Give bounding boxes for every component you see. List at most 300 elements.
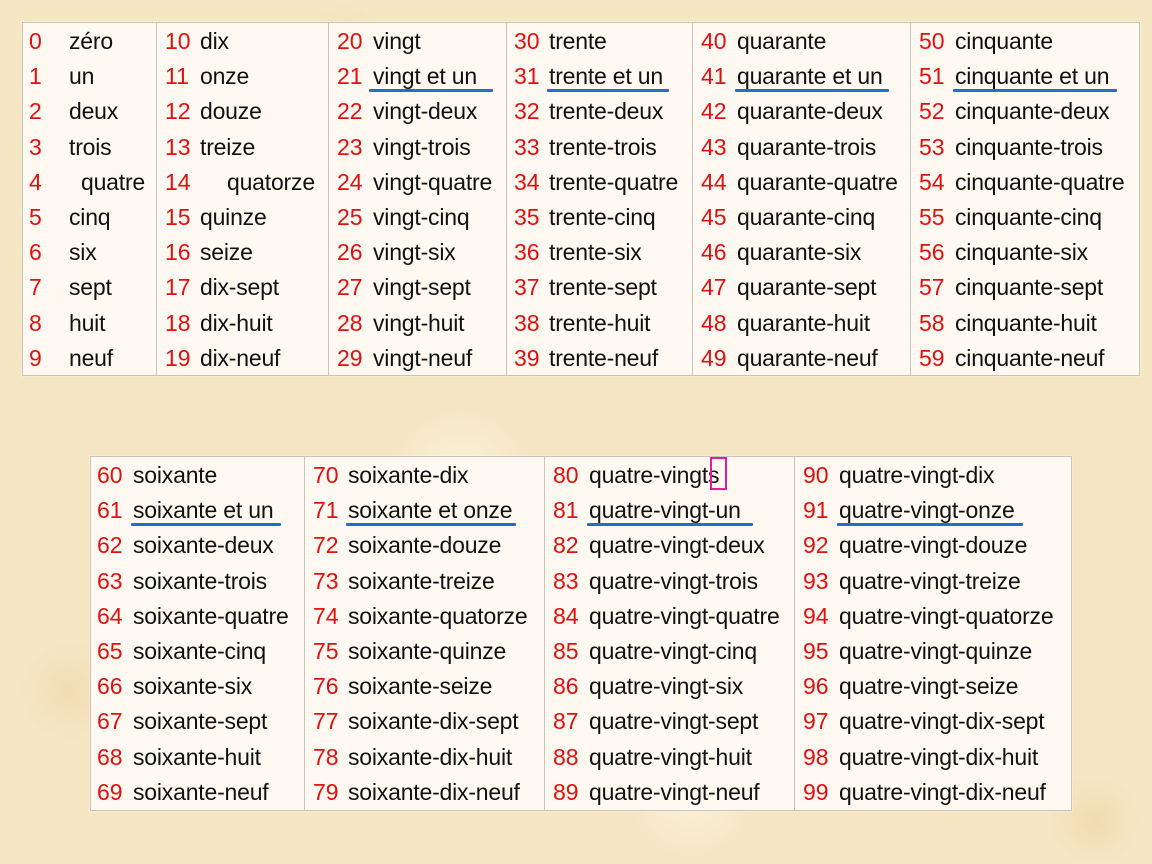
word-cell: neuf [69,344,113,371]
table-row [305,527,544,562]
word-cell: trente-neuf [549,344,659,371]
table-row [911,23,1139,58]
table-row [91,492,304,527]
underline-mark [953,89,1117,92]
table-row [157,234,328,269]
word-cell: soixante et onze [348,497,513,524]
number-cell: 49 [701,344,727,371]
number-cell: 9 [29,344,42,371]
word-cell: quarante et un [737,63,883,90]
table-row [795,492,1071,527]
word-cell: cinquante-deux [955,98,1110,125]
table-row [329,129,506,164]
table-row [795,598,1071,633]
underline-mark [587,523,753,526]
word-cell: soixante-seize [348,673,493,700]
table-row [329,23,506,58]
column-30-39 [507,23,693,375]
column-70-79 [305,457,545,810]
table-row [23,164,156,199]
number-cell: 11 [165,63,189,90]
word-cell: quatre-vingt-huit [589,743,752,770]
number-cell: 71 [313,497,339,524]
table-row [91,563,304,598]
word-cell: trente-six [549,239,642,266]
word-cell: quarante-sept [737,274,877,301]
table-row [911,58,1139,93]
word-cell: vingt et un [373,63,477,90]
number-cell: 67 [97,708,123,735]
number-cell: 96 [803,673,829,700]
table-row [545,563,794,598]
word-cell: quatre-vingt-un [589,497,741,524]
table-row [693,199,910,234]
table-row [693,129,910,164]
table-row [507,23,692,58]
table-row [305,703,544,738]
word-cell: quatre-vingt-dix-sept [839,708,1045,735]
number-cell: 33 [514,133,540,160]
table-row [23,93,156,128]
underline-mark [837,523,1023,526]
word-cell: vingt-six [373,239,456,266]
table-row [545,703,794,738]
word-cell: soixante-quinze [348,637,507,664]
number-cell: 3 [29,133,42,160]
word-cell: trois [69,133,112,160]
word-cell: vingt-sept [373,274,471,301]
number-cell: 75 [313,637,339,664]
table-row [693,164,910,199]
underline-mark [547,89,669,92]
word-cell: quarante-cinq [737,203,876,230]
table-row [911,340,1139,375]
number-cell: 43 [701,133,727,160]
table-row [329,93,506,128]
word-cell: soixante-quatre [133,602,289,629]
number-cell: 68 [97,743,123,770]
word-cell: cinquante-sept [955,274,1104,301]
table-row [507,58,692,93]
table-row [693,305,910,340]
table-row [693,93,910,128]
number-cell: 5 [29,203,42,230]
number-cell: 50 [919,28,945,54]
number-cell: 31 [514,63,540,90]
word-cell: quatorze [227,168,315,195]
table-row [23,58,156,93]
number-cell: 62 [97,532,123,559]
word-cell: vingt-huit [373,309,465,336]
word-cell: quatre [81,168,146,195]
word-cell: dix-huit [200,309,273,336]
table-row [795,457,1071,492]
table-row [329,199,506,234]
word-cell: soixante [133,462,218,488]
number-cell: 80 [553,462,579,488]
number-cell: 79 [313,778,339,805]
table-row [911,269,1139,304]
word-cell: trente-sept [549,274,657,301]
word-cell: dix-sept [200,274,279,301]
word-cell: quarante-huit [737,309,870,336]
number-cell: 13 [165,133,191,160]
number-cell: 61 [97,497,123,524]
table-row [91,774,304,809]
table-row [157,129,328,164]
number-cell: 40 [701,28,727,54]
word-cell: dix-neuf [200,344,281,371]
word-cell: quarante-quatre [737,168,898,195]
word-cell: quatre-vingt-dix-neuf [839,778,1046,805]
table-row [305,492,544,527]
table-row [911,305,1139,340]
table-row [305,563,544,598]
number-cell: 63 [97,567,123,594]
word-cell: quatre-vingts [589,462,720,488]
table-row [329,305,506,340]
table-row [23,199,156,234]
number-cell: 92 [803,532,829,559]
word-cell: soixante-trois [133,567,267,594]
underline-mark [369,89,493,92]
table-row [507,199,692,234]
table-row [91,598,304,633]
word-cell: quatre-vingt-sept [589,708,759,735]
table-row [91,527,304,562]
column-10-19 [157,23,329,375]
word-cell: cinquante-trois [955,133,1103,160]
table-row [157,23,328,58]
number-cell: 57 [919,274,945,301]
number-cell: 93 [803,567,829,594]
table-row [23,269,156,304]
number-cell: 37 [514,274,540,301]
word-cell: soixante-deux [133,532,274,559]
word-cell: vingt-quatre [373,168,493,195]
number-cell: 55 [919,203,945,230]
number-cell: 91 [803,497,829,524]
word-cell: cinquante [955,28,1053,54]
word-cell: seize [200,239,253,266]
word-cell: quatre-vingt-onze [839,497,1015,524]
word-cell: vingt-cinq [373,203,470,230]
word-cell: quatre-vingt-dix-huit [839,743,1039,770]
table-row [91,703,304,738]
table-row [329,58,506,93]
number-cell: 72 [313,532,339,559]
table-row [507,93,692,128]
number-cell: 53 [919,133,945,160]
number-cell: 6 [29,239,42,266]
word-cell: quarante-six [737,239,862,266]
word-cell: six [69,239,97,266]
number-cell: 2 [29,98,42,125]
table-row [305,633,544,668]
number-cell: 83 [553,567,579,594]
word-cell: onze [200,63,250,90]
number-cell: 35 [514,203,540,230]
word-cell: cinquante-neuf [955,344,1105,371]
word-cell: soixante-sept [133,708,268,735]
number-cell: 65 [97,637,123,664]
number-cell: 7 [29,274,42,301]
word-cell: soixante-huit [133,743,261,770]
number-cell: 32 [514,98,540,125]
table-row [329,164,506,199]
number-cell: 54 [919,168,945,195]
table-row [693,234,910,269]
number-cell: 0 [29,28,42,54]
word-cell: quatre-vingt-deux [589,532,765,559]
number-cell: 90 [803,462,829,488]
table-row [795,739,1071,774]
column-40-49 [693,23,911,375]
word-cell: quarante-trois [737,133,877,160]
table-row [157,199,328,234]
number-cell: 64 [97,602,123,629]
column-60-69 [91,457,305,810]
word-cell: soixante-dix [348,462,469,488]
number-cell: 73 [313,567,339,594]
word-cell: quatre-vingt-cinq [589,637,757,664]
number-cell: 52 [919,98,945,125]
column-80-89 [545,457,795,810]
number-cell: 20 [337,28,363,54]
table-row [911,93,1139,128]
number-cell: 1 [29,63,42,90]
number-cell: 94 [803,602,829,629]
word-cell: soixante-treize [348,567,495,594]
word-cell: trente-huit [549,309,651,336]
table-row [157,340,328,375]
number-cell: 70 [313,462,339,488]
word-cell: quatre-vingt-dix [839,462,995,488]
number-cell: 88 [553,743,579,770]
table-row [23,305,156,340]
number-cell: 89 [553,778,579,805]
column-50-59 [911,23,1139,375]
number-cell: 56 [919,239,945,266]
table-row [23,23,156,58]
table-row [545,668,794,703]
word-cell: cinquante-huit [955,309,1097,336]
table-row [507,129,692,164]
word-cell: quarante-neuf [737,344,878,371]
word-cell: soixante-dix-sept [348,708,519,735]
number-cell: 85 [553,637,579,664]
table-row [157,164,328,199]
number-cell: 41 [701,63,727,90]
number-cell: 23 [337,133,363,160]
number-cell: 17 [165,274,191,301]
word-cell: cinq [69,203,111,230]
table-row [545,492,794,527]
column-90-99 [795,457,1071,810]
number-cell: 36 [514,239,540,266]
word-cell: quatre-vingt-quinze [839,637,1033,664]
table-row [795,633,1071,668]
number-cell: 47 [701,274,727,301]
table-row [545,633,794,668]
word-cell: douze [200,98,262,125]
word-cell: trente et un [549,63,663,90]
word-cell: un [69,63,95,90]
table-row [157,93,328,128]
table-row [795,774,1071,809]
number-cell: 82 [553,532,579,559]
word-cell: trente-deux [549,98,664,125]
number-cell: 14 [165,168,191,195]
number-cell: 27 [337,274,363,301]
table-row [329,234,506,269]
numbers-table-60-99 [90,456,1072,811]
table-row [91,668,304,703]
number-cell: 21 [337,63,363,90]
word-cell: quarante [737,28,827,54]
word-cell: treize [200,133,256,160]
word-cell: soixante-six [133,673,253,700]
number-cell: 51 [919,63,945,90]
word-cell: vingt [373,28,421,54]
word-cell: quatre-vingt-six [589,673,744,700]
word-cell: cinquante-six [955,239,1088,266]
number-cell: 38 [514,309,540,336]
word-cell: trente-quatre [549,168,679,195]
table-row [305,774,544,809]
underline-mark [131,523,281,526]
table-row [693,269,910,304]
number-cell: 78 [313,743,339,770]
word-cell: quatre-vingt-douze [839,532,1028,559]
table-row [795,563,1071,598]
table-row [23,234,156,269]
number-cell: 42 [701,98,727,125]
word-cell: soixante-dix-neuf [348,778,520,805]
table-row [795,668,1071,703]
underline-mark [735,89,889,92]
number-cell: 25 [337,203,363,230]
table-row [795,527,1071,562]
table-row [911,199,1139,234]
word-cell: vingt-neuf [373,344,473,371]
number-cell: 22 [337,98,363,125]
number-cell: 66 [97,673,123,700]
table-row [693,58,910,93]
table-row [545,457,794,492]
table-row [693,340,910,375]
word-cell: quarante-deux [737,98,883,125]
word-cell: soixante-douze [348,532,502,559]
number-cell: 74 [313,602,339,629]
word-cell: quatre-vingt-quatorze [839,602,1054,629]
word-cell: quinze [200,203,267,230]
number-cell: 19 [165,344,191,371]
word-cell: quatre-vingt-quatre [589,602,780,629]
number-cell: 18 [165,309,191,336]
table-row [545,739,794,774]
word-cell: trente [549,28,607,54]
word-cell: quatre-vingt-seize [839,673,1019,700]
number-cell: 86 [553,673,579,700]
number-cell: 45 [701,203,727,230]
table-row [507,234,692,269]
table-row [23,129,156,164]
number-cell: 44 [701,168,727,195]
table-row [305,739,544,774]
number-cell: 98 [803,743,829,770]
number-cell: 76 [313,673,339,700]
plural-s-highlight-box [710,457,727,490]
table-row [545,527,794,562]
number-cell: 8 [29,309,42,336]
number-cell: 28 [337,309,363,336]
number-cell: 48 [701,309,727,336]
number-cell: 60 [97,462,123,488]
word-cell: huit [69,309,106,336]
number-cell: 4 [29,168,42,195]
number-cell: 46 [701,239,727,266]
word-cell: dix [200,28,229,54]
table-row [157,305,328,340]
word-cell: soixante-quatorze [348,602,528,629]
number-cell: 77 [313,708,339,735]
number-cell: 69 [97,778,123,805]
number-cell: 34 [514,168,540,195]
table-row [693,23,910,58]
number-cell: 87 [553,708,579,735]
table-row [507,340,692,375]
table-row [795,703,1071,738]
number-cell: 99 [803,778,829,805]
number-cell: 24 [337,168,363,195]
word-cell: cinquante-cinq [955,203,1102,230]
number-cell: 59 [919,344,945,371]
table-row [507,269,692,304]
number-cell: 30 [514,28,540,54]
number-cell: 58 [919,309,945,336]
number-cell: 95 [803,637,829,664]
word-cell: quatre-vingt-neuf [589,778,760,805]
table-row [91,457,304,492]
numbers-table-0-59 [22,22,1140,376]
number-cell: 84 [553,602,579,629]
number-cell: 15 [165,203,191,230]
word-cell: soixante-neuf [133,778,269,805]
word-cell: soixante-cinq [133,637,266,664]
table-row [23,340,156,375]
number-cell: 16 [165,239,191,266]
word-cell: vingt-deux [373,98,478,125]
number-cell: 97 [803,708,829,735]
number-cell: 29 [337,344,363,371]
word-cell: zéro [69,28,113,54]
number-cell: 81 [553,497,579,524]
table-row [305,668,544,703]
table-row [157,58,328,93]
number-cell: 12 [165,98,191,125]
table-row [329,340,506,375]
table-row [305,598,544,633]
column-0-9 [23,23,157,375]
table-row [305,457,544,492]
word-cell: cinquante et un [955,63,1110,90]
word-cell: trente-trois [549,133,657,160]
table-row [507,164,692,199]
table-row [157,269,328,304]
table-row [507,305,692,340]
word-cell: sept [69,274,112,301]
